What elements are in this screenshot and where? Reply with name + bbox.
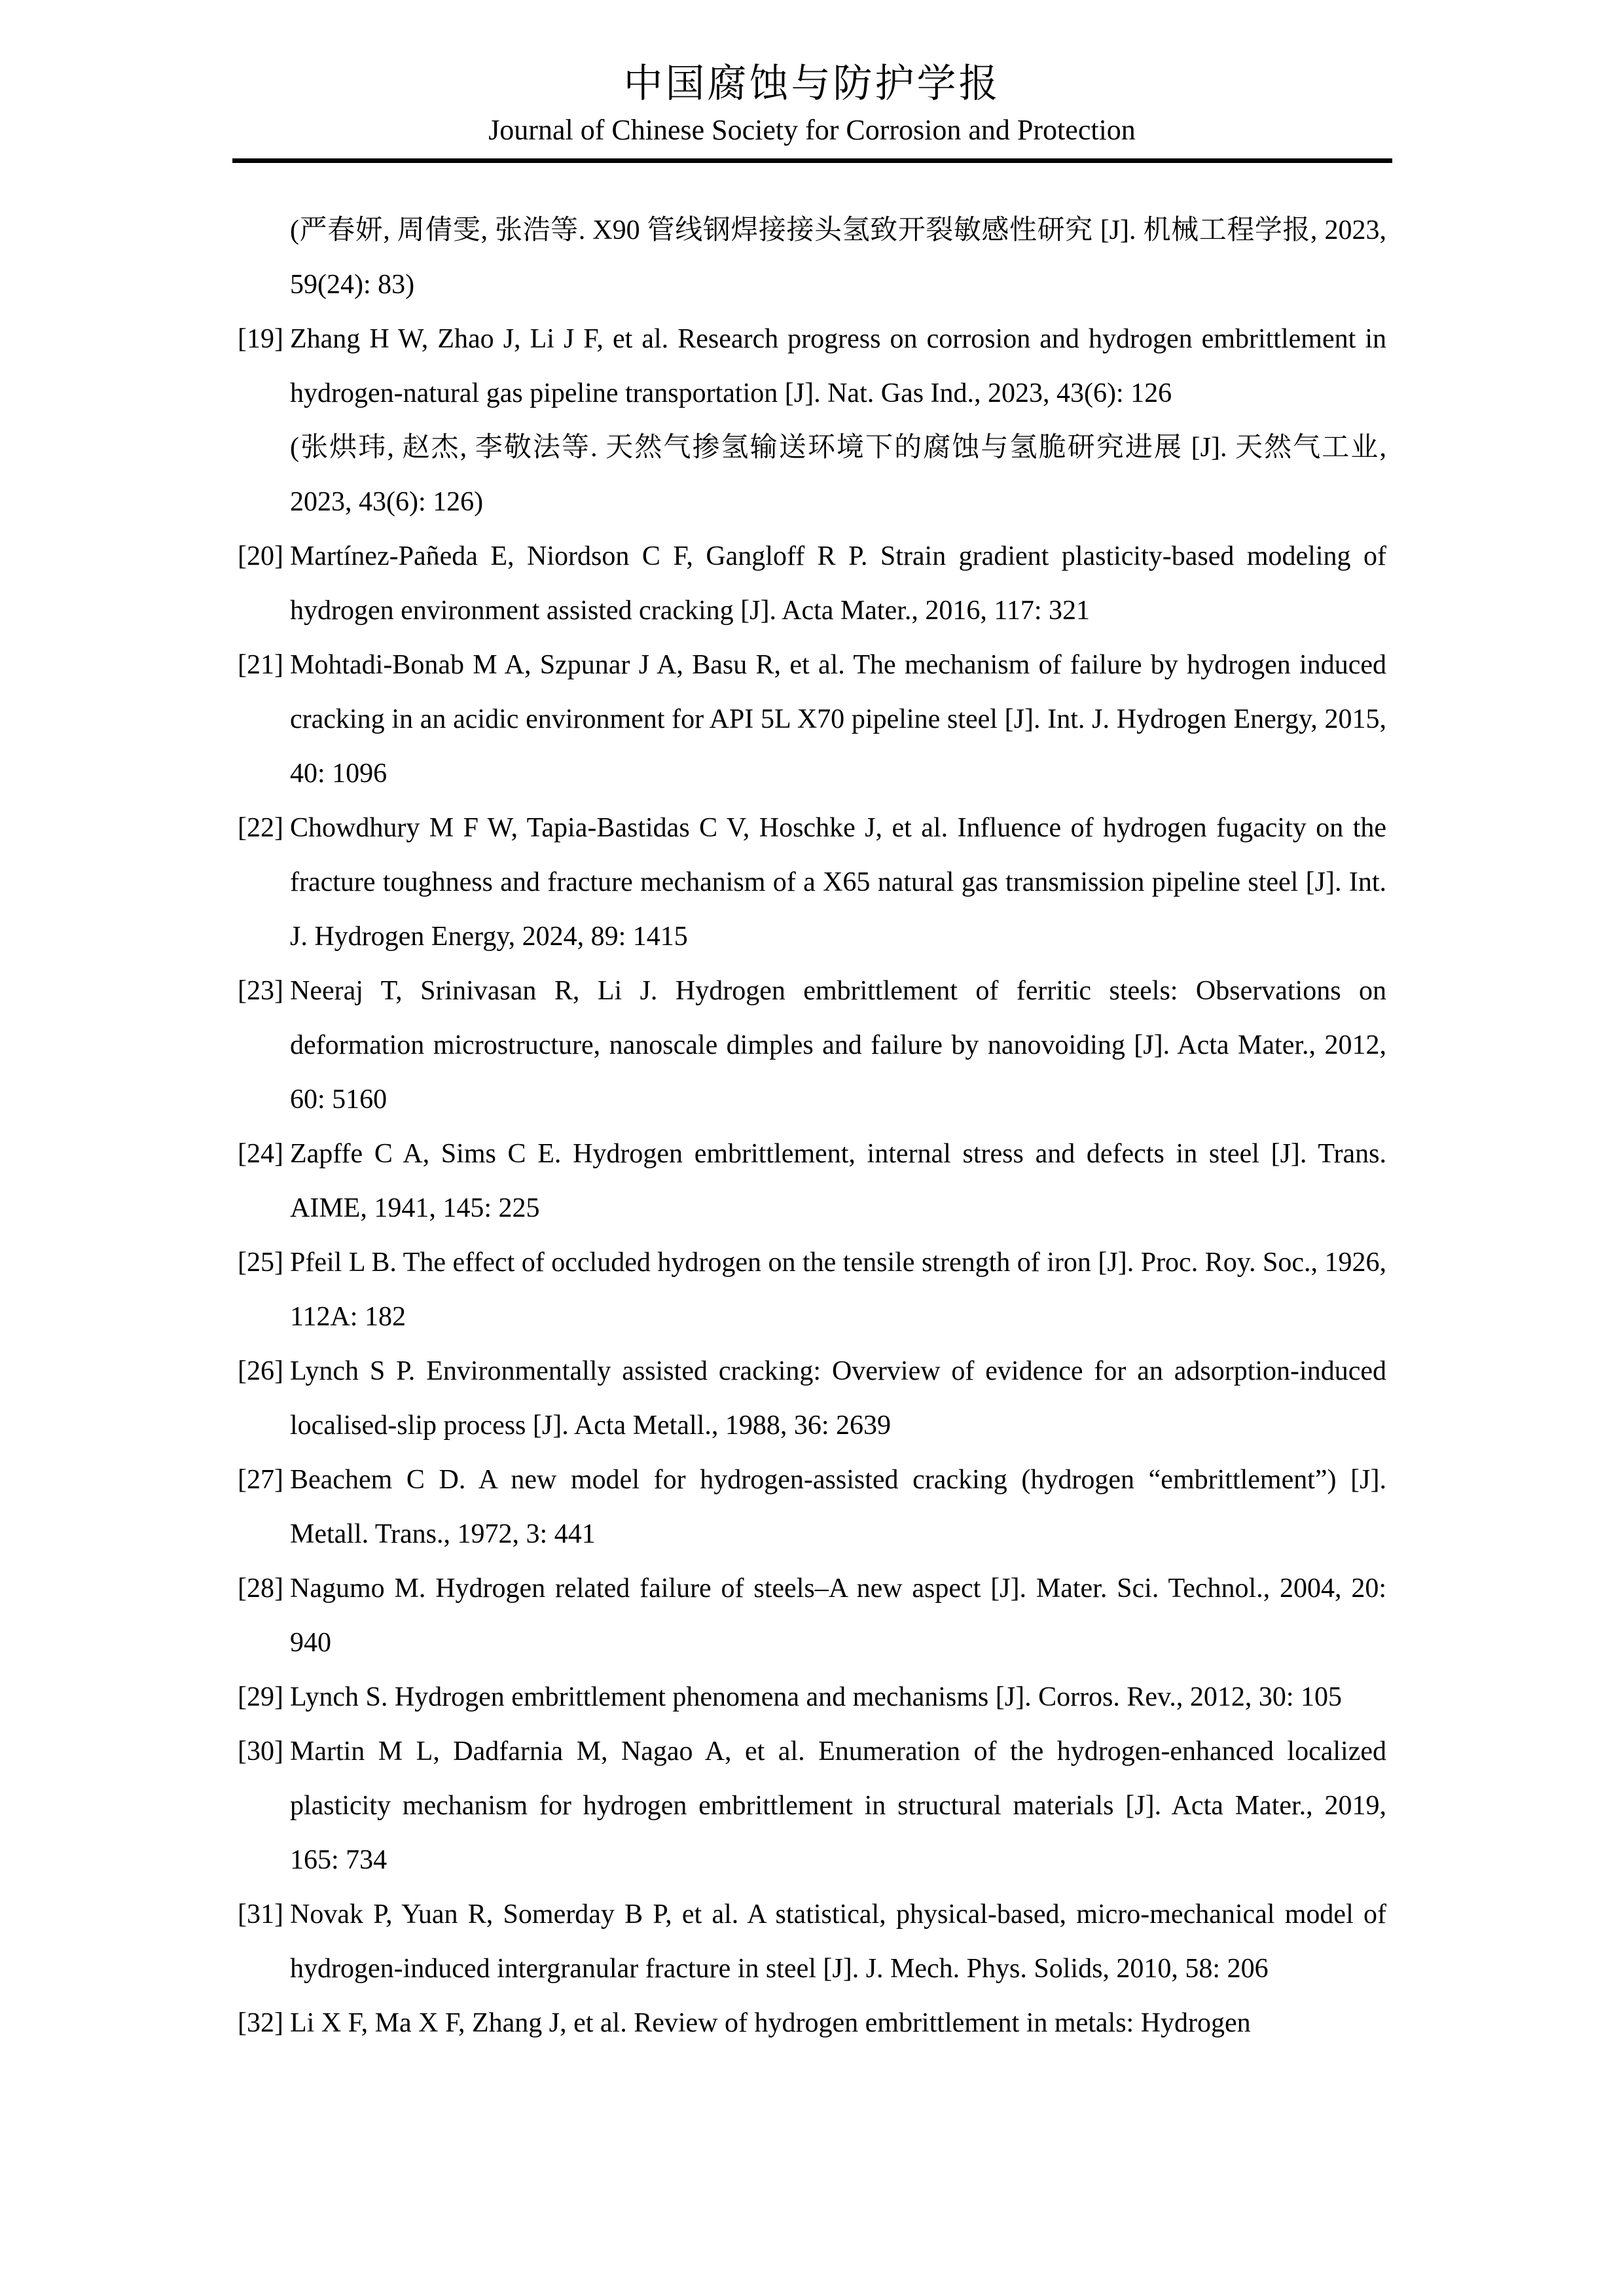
reference-number: [19] — [238, 324, 283, 354]
reference-number: [23] — [238, 976, 283, 1006]
journal-title-chinese: 中国腐蚀与防护学报 — [623, 62, 1001, 105]
reference-number: [24] — [238, 1139, 283, 1169]
reference-entry — [238, 638, 1386, 801]
page-header — [0, 0, 1624, 163]
reference-number: [22] — [238, 813, 283, 843]
reference-text: Lynch S. Hydrogen embrittlement phenomena and mechanisms [J]. Corros. Rev., 2012, 30: 105 — [290, 1682, 1342, 1712]
reference-text: Beachem C D. A new model for hydrogen-assisted cracking (hydrogen “embrittlement”) [J]. Metall. Trans., 1972, 3: 441 — [290, 1465, 1386, 1549]
reference-text: Nagumo M. Hydrogen related failure of steels–A new aspect [J]. Mater. Sci. Technol., 2004, 20: 940 — [290, 1573, 1386, 1658]
reference-entry — [238, 1888, 1386, 1996]
reference-number: [29] — [238, 1682, 283, 1712]
reference-entry — [238, 801, 1386, 964]
reference-text: Chowdhury M F W, Tapia-Bastidas C V, Hoschke J, et al. Influence of hydrogen fugacity on the fracture toughness and fracture mechanism of a X65 natural gas transmission pipeline steel [J]. Int. J. Hydrogen Energy, 2024, 89: 1415 — [290, 813, 1386, 952]
reference-entry — [238, 1236, 1386, 1344]
reference-number: [28] — [238, 1573, 283, 1604]
reference-text: Mohtadi-Bonab M A, Szpunar J A, Basu R, et al. The mechanism of failure by hydrogen induced cracking in an acidic environment for API 5L X70 pipeline steel [J]. Int. J. Hydrogen Energy, 2015, 40: 1096 — [290, 650, 1386, 789]
reference-entry — [238, 1725, 1386, 1888]
reference-text: Pfeil L B. The effect of occluded hydrogen on the tensile strength of iron [J]. Proc. Roy. Soc., 1926, 112A: 182 — [290, 1247, 1386, 1332]
reference-number: [30] — [238, 1736, 283, 1767]
reference-text: Neeraj T, Srinivasan R, Li J. Hydrogen embrittlement of ferritic steels: Observations on deformation microstructure, nanoscale dimples and failure by nanovoiding [J]. Acta Mater., 2012, 60: 5160 — [290, 976, 1386, 1115]
reference-number: [27] — [238, 1465, 283, 1495]
reference-number: [20] — [238, 541, 283, 571]
journal-title-english: Journal of Chinese Society for Corrosion and Protection — [488, 114, 1136, 146]
references-list — [238, 204, 1386, 2051]
reference-text: Zapffe C A, Sims C E. Hydrogen embrittlement, internal stress and defects in steel [J]. Trans. AIME, 1941, 145: 225 — [290, 1139, 1386, 1223]
reference-number: [21] — [238, 650, 283, 680]
reference-entry — [238, 1562, 1386, 1670]
reference-text: Novak P, Yuan R, Somerday B P, et al. A statistical, physical-based, micro-mechanical model of hydrogen-induced intergranular fracture in steel [J]. J. Mech. Phys. Solids, 2010, 58: 206 — [290, 1899, 1386, 1984]
reference-number: [26] — [238, 1356, 283, 1386]
reference-entry — [238, 1996, 1386, 2051]
reference-entry — [238, 1127, 1386, 1236]
reference-text: Li X F, Ma X F, Zhang J, et al. Review of hydrogen embrittlement in metals: Hydrogen — [290, 2008, 1251, 2038]
reference-entry — [238, 204, 1386, 312]
reference-entry — [238, 312, 1386, 529]
reference-text: Martínez-Pañeda E, Niordson C F, Gangloff R P. Strain gradient plasticity-based modeling of hydrogen environment assisted cracking [J]. Acta Mater., 2016, 117: 321 — [290, 541, 1386, 626]
reference-entry — [238, 1344, 1386, 1453]
reference-text: Lynch S P. Environmentally assisted cracking: Overview of evidence for an adsorption-induced localised-slip process [J]. Acta Metall., 1988, 36: 2639 — [290, 1356, 1386, 1441]
reference-entry — [238, 1453, 1386, 1562]
reference-text: Zhang H W, Zhao J, Li J F, et al. Research progress on corrosion and hydrogen embrittlement in hydrogen-natural gas pipeline transportation [J]. Nat. Gas Ind., 2023, 43(6): 126 — [290, 324, 1386, 408]
reference-text: (严春妍, 周倩雯, 张浩等. X90 管线钢焊接接头氢致开裂敏感性研究 [J]. 机械工程学报, 2023, 59(24): 83) — [290, 215, 1386, 300]
reference-entry — [238, 529, 1386, 638]
reference-number: [32] — [238, 2008, 283, 2038]
reference-text: Martin M L, Dadfarnia M, Nagao A, et al. Enumeration of the hydrogen-enhanced localized plasticity mechanism for hydrogen embrittlement in structural materials [J]. Acta Mater., 2019, 165: 734 — [290, 1736, 1386, 1875]
reference-entry — [238, 1670, 1386, 1725]
reference-text: (张烘玮, 赵杰, 李敬法等. 天然气掺氢输送环境下的腐蚀与氢脆研究进展 [J]. 天然气工业, 2023, 43(6): 126) — [290, 433, 1386, 517]
header-divider-rule — [232, 158, 1392, 163]
reference-entry — [238, 964, 1386, 1127]
reference-number: [25] — [238, 1247, 283, 1278]
reference-number: [31] — [238, 1899, 283, 1929]
